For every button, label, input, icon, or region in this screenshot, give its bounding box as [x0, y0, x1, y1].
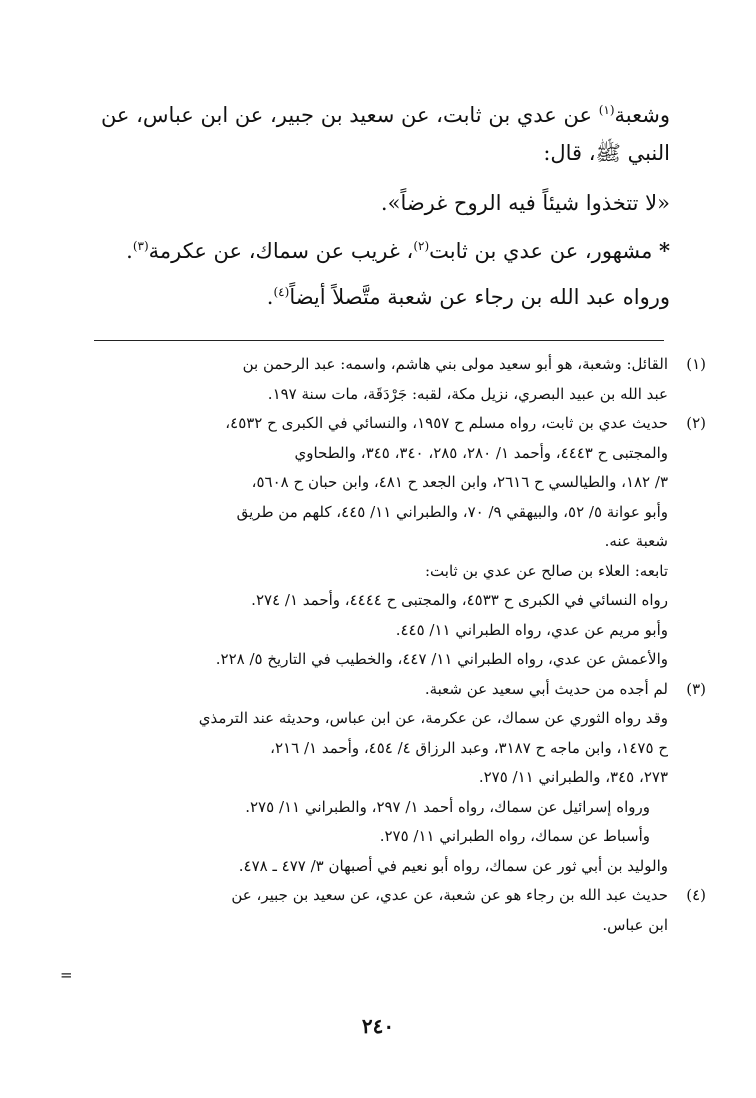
hadith-text: [86, 186, 670, 220]
main-text-segment: وشعبة: [614, 103, 670, 127]
footnote-line: ابن عباس.: [602, 915, 668, 934]
footnote-line: رواه النسائي في الكبرى ح ٤٥٣٣، والمجتبى ح ٤٤٤٤، وأحمد ١/ ٢٧٤.: [251, 591, 668, 609]
footnote-ref-1: (١): [598, 103, 615, 117]
footnote-line: وأبو عوانة ٥/ ٥٢، والبيهقي ٩/ ٧٠، والطبراني ١١/ ٤٤٥، كلهم من طريق: [236, 502, 668, 521]
footnote-line: ٢٧٣، ٣٤٥، والطبراني ١١/ ٢٧٥.: [478, 768, 668, 786]
footnote-1: [54, 350, 706, 409]
main-text-line: [86, 98, 670, 132]
footnote-line: ٣/ ١٨٢، والطيالسي ح ٢٦١٦، وابن الجعد ح ٤٨١، وابن حبان ح ٥٦٠٨،: [251, 473, 668, 491]
footnote-ref-4: (٤): [273, 285, 290, 299]
footnote-line: والوليد بن أبي ثور عن سماك، رواه أبو نعيم في أصبهان ٣/ ٤٧٧ ـ ٤٧٨.: [238, 856, 668, 875]
footnote-line: ورواه إسرائيل عن سماك، رواه أحمد ١/ ٢٩٧، والطبراني ١١/ ٢٧٥.: [245, 797, 650, 816]
footnote-number: (٢): [686, 414, 706, 432]
footnote-line: والمجتبى ح ٤٤٤٣، وأحمد ١/ ٢٨٠، ٢٨٥، ٣٤٠، ٣٤٥، والطحاوي: [294, 443, 668, 462]
footnote-number: (١): [686, 355, 706, 373]
footnote-line: وأسباط عن سماك، رواه الطبراني ١١/ ٢٧٥.: [379, 827, 650, 845]
footnote-line: حديث عبد الله بن رجاء هو عن شعبة، عن عدي، عن سعيد بن جبير، عن: [231, 886, 668, 904]
main-text-segment: مشهور، عن عدي بن ثابت: [429, 239, 660, 263]
main-text-segment: ورواه عبد الله بن رجاء عن شعبة متَّصلاً أيضاً: [289, 285, 670, 309]
continuation-mark: =: [60, 966, 73, 984]
footnote-line: القائل: وشعبة، هو أبو سعيد مولى بني هاشم، واسمه: عبد الرحمن بن: [242, 355, 668, 373]
footnote-ref-2: (٢): [413, 239, 430, 253]
main-text-segment: .: [126, 239, 133, 263]
main-text-segment: .: [266, 285, 274, 309]
footnote-line: حديث عدي بن ثابت، رواه مسلم ح ١٩٥٧، والنسائي في الكبرى ح ٤٥٣٢،: [225, 414, 668, 432]
footnote-2: [54, 409, 706, 675]
main-text-segment: النبي ﷺ، قال:: [543, 141, 670, 165]
grading-line: [86, 234, 670, 268]
main-text-segment: ، غريب عن سماك، عن عكرمة: [148, 239, 414, 263]
footnote-3: [54, 675, 706, 882]
footnote-line: تابعه: العلاء بن صالح عن عدي بن ثابت:: [425, 561, 668, 580]
footnote-number: (٣): [686, 679, 706, 698]
footnote-line: ح ١٤٧٥، وابن ماجه ح ٣١٨٧، وعبد الرزاق ٤/ ٤٥٤، وأحمد ١/ ٢١٦،: [270, 738, 668, 757]
bullet-star: *: [659, 238, 670, 263]
main-text-segment: عن عدي بن ثابت، عن سعيد بن جبير، عن ابن عباس، عن: [100, 103, 599, 127]
footnote-line: شعبة عنه.: [604, 532, 668, 550]
footnote-ref-3: (٣): [132, 239, 149, 253]
main-text-line: [86, 280, 670, 314]
footnotes: [54, 350, 706, 940]
page-number: ٢٤٠: [361, 1014, 395, 1038]
footnote-line: عبد الله بن عبيد البصري، نزيل مكة، لقبه: جَرْدَقَة، مات سنة ١٩٧.: [267, 384, 668, 403]
hadith-quote: «لا تتخذوا شيئاً فيه الروح غرضاً».: [380, 191, 670, 215]
main-text-line: [86, 136, 670, 170]
footnote-line: والأعمش عن عدي، رواه الطبراني ١١/ ٤٤٧، والخطيب في التاريخ ٥/ ٢٢٨.: [215, 650, 668, 668]
footnote-line: وقد رواه الثوري عن سماك، عن عكرمة، عن ابن عباس، وحديثه عند الترمذي: [198, 709, 668, 727]
footnote-line: لم أجده من حديث أبي سعيد عن شعبة.: [424, 679, 668, 698]
footnote-line: وأبو مريم عن عدي، رواه الطبراني ١١/ ٤٤٥.: [395, 620, 668, 639]
footnote-number: (٤): [686, 886, 706, 904]
footnote-4: [54, 881, 706, 940]
footnote-divider: [94, 340, 664, 341]
